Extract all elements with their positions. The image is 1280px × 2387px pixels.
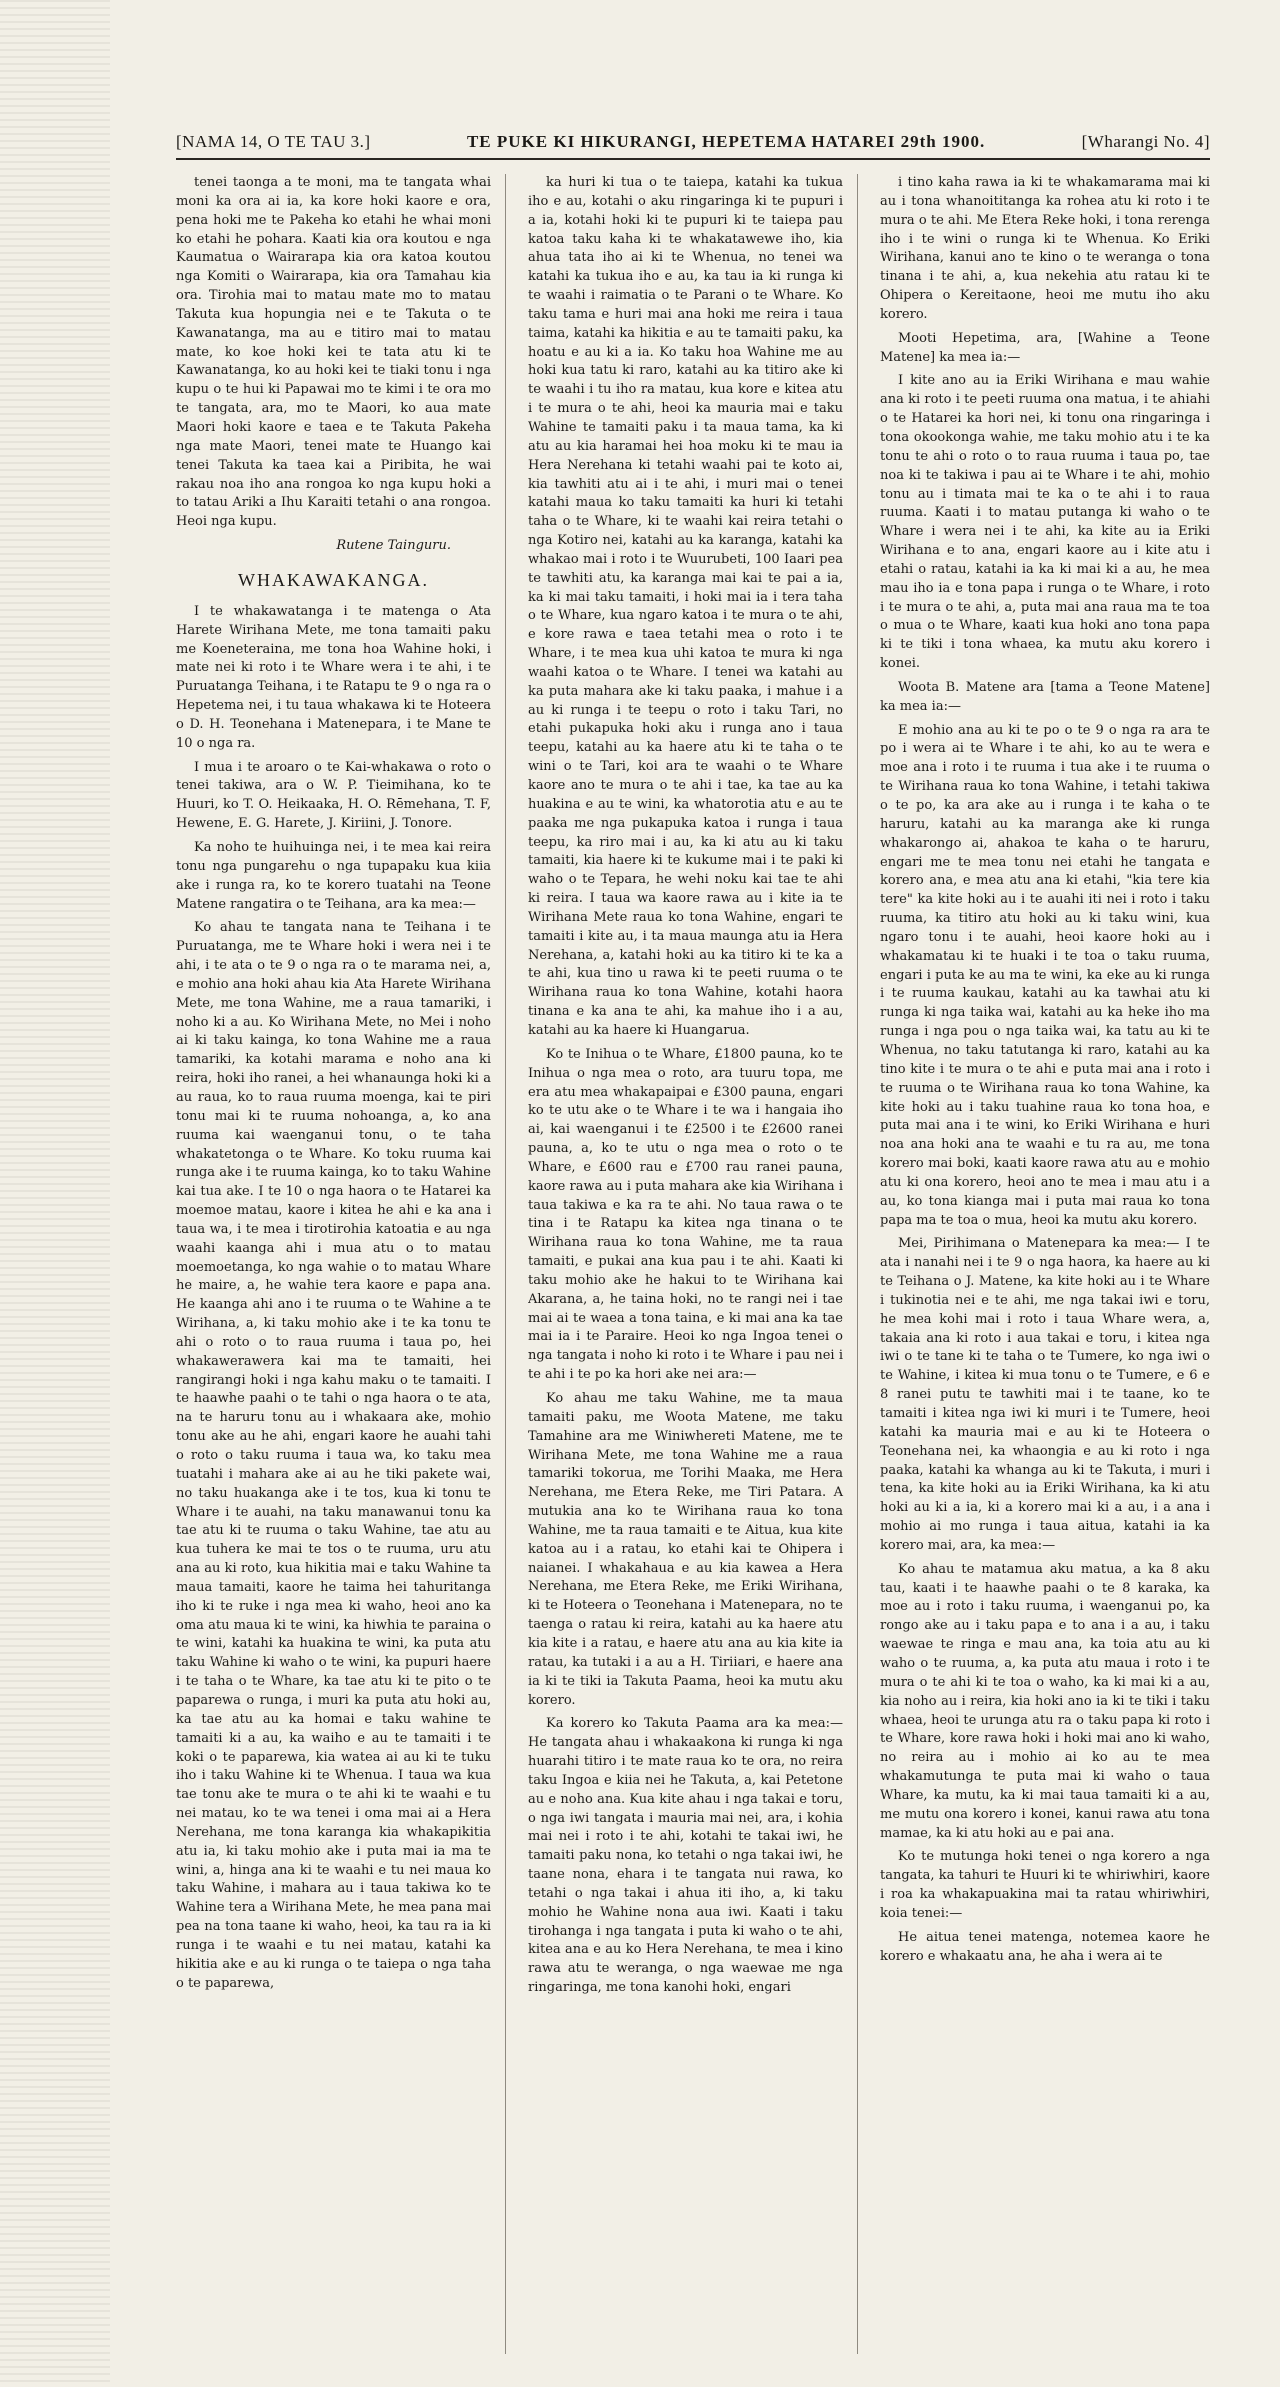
paragraph: I mua i te aroaro o te Kai-whakawa o roto o tenei takiwa, ara o W. P. Tieimihana, ko te Huuri, ko T. O. Heikaaka, H. O. Rēmehana, T. F, Hewene, E. G. Harete, J. Kiriini, J. Tonore. bbox=[176, 759, 491, 832]
paragraph: ka huri ki tua o te taiepa, katahi ka tukua iho e au, kotahi o aku ringaringa ki te pupuri i a ia, kotahi hoki ki te pupuri ki te taiepa pau katoa taku kaha ki te whakatawewe iho, kia ahua tata iho ai ki te Whenua, no tenei wa katahi ka tukua iho e au, ka tau ia ki runga ki te waahi i raimatia o te Parani o te Whare. Ko taku tama e huri mai ana hoki me reira i taua taima, katahi ka hikitia e au te tamaiti paku, ka hoatu e au ki a ia. Ko taku hoa Wahine me au hoki kua tatu ki raro, katahi au ka titiro ake ki te waahi i tu iho ra matau, kua kore e kitea atu i te mura o te ahi, heoi ka mauria mai e taku Wahine te tamaiti paku i ta maua tama, ka ki atu au kia haramai hei hoa moku ki te mau ia Hera Nerehana ki tetahi waahi pai te koto ai, kia tawhiti atu ai i te ahi, i muri mai o tenei katahi maua ko taku tamaiti ka huri ki tetahi taha o te Whare, ki te waahi kai reira tetahi o nga Kotiro nei, katahi au ka karanga, katahi ka whakao mai i roto i te Wuurubeti, 100 Iaari pea te tawhiti atu, ka karanga mai kai te pai a ia, ka ki mai taku tamaiti, i hoki mai ia i tera taha o te Whare, kua ngaro katoa i te mura o te ahi, e kore rawa e taea tetahi mea o roto i te Whare, i te mea kua uhi katoa te mura ki nga waahi katoa o te Whare. I tenei wa katahi au ka puta mahara ake ki taku paaka, i mahue i a au ki runga i te teepu o roto i taku Tari, no etahi pukapuka hoki aku i runga ano i taua teepu, katahi au ka haere atu ki te taha o te wini o te Tari, koi ara te waahi o te Whare kaore ano te mura o te ahi i tae, ka tae au ka huakina e au te wini, ka whatorotia atu e au te paaka me nga pukapuka katoa i runga i taua teepu, ka riro mai i au, ka ki atu au ki taku tamaiti, kia haere ki te kukume mai i te paki ki waho o te Tepara, he wehi noku kai tae te ahi ki reira. I taua wa kaore rawa au i kite ia te Wirihana Mete raua ko tona Wahine, engari te tamaiti i kite au, i ta maua maunga atu ia Hera Nerehana, a, katahi hoki au ka titiro ki te ka a te ahi, kua tino u rawa ki te peeti ruuma o te Wirihana raua ko tona Wahine, kotahi haora tinana e ka ana te ahi, ka mahue iho i a au, katahi au ka haere ki Huangarua. bbox=[528, 175, 843, 1038]
paragraph: i tino kaha rawa ia ki te whakamarama mai ki au i tona whanoititanga ka rohea atu ki roto i te mura o te ahi. Me Etera Reke hoki, i tona rerenga iho i te wini o runga ki te Whenua. Ko Eriki Wirihana, kanui ano te kino o te weranga o tona tinana i te ahi, a, kua nekehia atu ratau ki te Ohipera o Kereitaone, heoi me mutu iho aku korero. bbox=[880, 175, 1210, 322]
paragraph: Ko te Inihua o te Whare, £1800 pauna, ko te Inihua o nga mea o roto, ara tuuru topa, me era atu mea whakapaipai e £300 pauna, engari ko te utu ake o te Whare i te wa i hangaia iho ai, kai waenganui i te £2500 i te £2600 ranei pauna, a, ko te utu o nga mea o roto o te Whare, e £600 rau e £700 rau ranei pauna, kaore rawa au i puta mahara ake kia Wirihana i taua takiwa e ka ra te ahi. No taua rawa o te tina i te Ratapu ka kitea nga tinana o te Wirihana raua ko tona Wahine, me ta raua tamaiti, e pukai ana kua pau i te ahi. Kaati ki taku mohio ake he hakui to te Wirihana kai Akarana, a, he taina hoki, no te rangi nei i tae mai ai te waea a tona taina, e ki mai ana ka tae mai ia i te Paraire. Heoi ko nga Ingoa tenei o nga tangata i noho ki roto i te Whare i pau nei i te ahi i te po ka hori ake nei ara:— bbox=[528, 1046, 843, 1383]
paragraph: Ko ahau me taku Wahine, me ta maua tamaiti paku, me Woota Matene, me taku Tamahine ara me Winiwhereti Matene, me te Wirihana Mete, me tona Wahine me a raua tamariki tokorua, me Torihi Maaka, me Hera Nerehana, me Etera Reke, me Tiri Patara. A mutukia ana ko te Wirihana raua ko tona Wahine, me ta raua tamaiti e te Aitua, kua kite katoa au i a ratau, ko etahi kai te Ohipera i naianei. I whakahaua e au kia kawea a Hera Nerehana, me Etera Reke, me Eriki Wirihana, ki te Hoteera o Teonehana i Matenepara, no te taenga o ratau ki reira, katahi au ka haere atu kia kite i a ratau, e haere atu ana au kia kite ia ratau, ka tutaki i a au a H. Tiriiari, e haere ana ia ki te tiki ia Takuta Paama, heoi ka mutu aku korero. bbox=[528, 1391, 843, 1708]
paragraph: E mohio ana au ki te po o te 9 o nga ra ara te po i wera ai te Whare i te ahi, ko au te wera e moe ana i roto i te ruuma i tua ake i te ruuma o te Wirihana raua ko tona Wahine, i tetahi takiwa o te po, ka ara ake au i runga i te kaha o te haruru, katahi au ka maranga ake ki runga whakarongo ai, ahakoa te kaha o te haruru, engari me te mea tonu nei etahi he tangata e korero ana, e mea atu ana ki etahi, "kia tere kia tere" ka kite hoki au i te auahi iti nei i roto i taku ruuma, ka titiro atu hoki au ki taku wini, kua ngaro tonu i te auahi, heoi kaore hoki au i whakamatau ki te huaki i te toa o taku ruuma, engari i puta ke au ma te wini, ka eke au ki runga i te ruuma kaukau, katahi au ka tawhai atu ki runga ki nga taika wai, katahi au ka heke iho ma runga i nga pou o nga taika wai, ka tatu au ki te Whenua, no taku tatutanga ki raro, katahi au ka tino kite i te mura o te ahi e puta mai ana i roto i te ruuma o te Wirihana raua ko tona Wahine, ka kite hoki au i taku tuahine raua ko tona hoa, e puta mai ana i te wini, ko Eriki Wirihana e huri noa ana hoki ana te waahi e tu ra au, me tona korero mai boki, kaati kaore rawa atu au e mohio atu ki ona korero, heoi ano te mea i mau atu i a au, ko tona kianga mai i puta mai raua ko tona papa ma te toa o mua, heoi ka mutu aku korero. bbox=[880, 722, 1210, 1228]
paragraph: tenei taonga a te moni, ma te tangata whai moni ka ora ai ia, ka kore hoki kaore e ora, pena hoki me te Pakeha ko etahi he whai moni ko etahi he pohara. Kaati kia ora koutou e nga Kaumatua o Wairarapa kia ora katoa koutou nga Komiti o Wairarapa, kia ora Tamahau kia ora. Tirohia mai to matau mate mo to matau Takuta kua hopungia nei e te Takuta o te Kawanatanga, ma au e titiro mai to matau mate, ko koe hoki kei te tata atu ki te Kawanatanga, ko au hoki kei te tiaki tonu i nga kupu o te hui ki Papawai mo te kimi i te ora mo te tangata, ara, mo te Maori, ko aua mate Maori hoki kaore e taea e te Takuta Pakeha nga mate Maori, tenei mate te Huango kai tenei Takuta ka taea kai a Piribita, he wai rakau noa iho ana rongoa ko nga kupu hoki a to tatau Ariki a Ihu Karaiti tetahi o ana rongoa. Heoi nga kupu. bbox=[176, 175, 491, 530]
paragraph: I te whakawatanga i te matenga o Ata Harete Wirihana Mete, me tona tamaiti paku me Koeneteraina, me tona hoa Wahine hoki, i mate nei ki roto i te Whare wera i te ahi, i te Puruatanga Teihana, i te Ratapu te 9 o nga ra o Hepetema nei, i tu taua whakawa ki te Hoteera o D. H. Teonehana i Matenepara, i te Mane te 10 o nga ra. bbox=[176, 603, 491, 751]
paragraph: Mei, Pirihimana o Matenepara ka mea:— I te ata i nanahi nei i te 9 o nga haora, ka haere au ki te Teihana o J. Matene, ka kite hoki au i te Whare i tukinotia nei e te ahi, me nga takai iwi e toru, he mea kohi mai i roto i taua Whare wera, a, takaia ana ki roto i aua takai e toru, i kitea nga iwi o te tane ki te taha o te Tumere, ko nga iwi o te Wahine, i kitea ki mua tonu o te Tumere, e 6 e 8 ranei putu te tawhiti mai i te taane, ko te tamaiti i kitea nga iwi ki muri i te Tumere, heoi katahi ka mauria mai e au ki te Hoteera o Teonehana nei, ka whaongia e au ki roto i nga paaka, katahi ka whanga au ki te Takuta, i muri i tena, ka kite hoki au ia Eriki Wirihana, ka ki atu hoki au ki a ia, ki a korero mai ki a au, i a ana i mohio ai mo runga i taua aitua, katahi ia ka korero mai, ara, ka mea:— bbox=[880, 1236, 1210, 1553]
paragraph: Ko ahau te matamua aku matua, a ka 8 aku tau, kaati i te haawhe paahi o te 8 karaka, ka moe au i roto i taku ruuma, i waenganui po, ka rongo ake au i taku papa e to ana i a au, i taku waewae te ringa e mau ana, ka toia atu au ki waho o te ruuma, a, ka puta atu maua i roto i te mura o te ahi ki te toa o waho, ka ki mai ki a au, kia noho au i reira, kia hoki ano ia ki te tiki i taku whaea, heoi te urunga atu ra o taku papa ki roto i te Whare, kore rawa hoki i hoki mai ano ki waho, no reira au i mohio ai ko au te mea whakamutunga te puta mai ki waho o taua Whare, ka mutu, ka ki mai taua tamaiti ki a au, me mutu ona korero i konei, kanui rawa atu tona mamae, ka ki atu hoki au e pai ana. bbox=[880, 1561, 1210, 1841]
page-header bbox=[176, 132, 1210, 160]
column-1 bbox=[176, 174, 506, 2354]
issue-number: [NAMA 14, O TE TAU 3.] bbox=[176, 132, 371, 151]
column-3 bbox=[880, 174, 1210, 2354]
paragraph: He aitua tenei matenga, notemea kaore he korero e whakaatu ana, he aha i wera ai te bbox=[880, 1929, 1210, 1964]
paragraph: I kite ano au ia Eriki Wirihana e mau wahie ana ki roto i te peeti ruuma ona matua, i te ahiahi o te Hatarei ka hori nei, ki tonu ona ringaringa i tona okookonga wahie, me taku mohio atu i te ka tonu te ahi o roto o to raua ruuma i taua po, tae noa ki te takiwa i pau ai te Whare i te ahi, mohio tonu au i timata mai te ka o te ahi i to raua ruuma. Kaati i to matau putanga ki waho o te Whare i wera nei i te ahi, ka kite au ia Eriki Wirihana e to ana, engari kaore au i kite atu i etahi o ratau, katahi ia ka ki mai ki a au, he mea mau iho ia e tona papa i runga o te Whare, i roto i te mura o te ahi, a, puta mai ana raua ma te toa o mua o te Whare, kaati kua hoki ano tona papa ki te tiki i tona whaea, ka mutu aku korero i konei. bbox=[880, 373, 1210, 672]
masthead-title: TE PUKE KI HIKURANGI, HEPETEMA HATAREI 29th 1900. bbox=[466, 132, 986, 151]
section-heading: WHAKAWAKANGA. bbox=[237, 569, 430, 590]
column-2 bbox=[528, 174, 858, 2354]
page-number: [Wharangi No. 4] bbox=[1081, 132, 1210, 151]
paragraph: Ka korero ko Takuta Paama ara ka mea:— He tangata ahau i whakaakona ki runga ki nga huarahi titiro i te mate raua ko te ora, no reira taku Ingoa e kiia nei he Takuta, a, kai Petetone au e noho ana. Kua kite ahau i nga takai e toru, o nga iwi tangata i mauria mai nei, ara, i kohia mai nei i roto i te ahi, kotahi te takai iwi, he tamaiti paku nona, ko tetahi o nga takai iwi, he taane nona, ehara i te tangata nui rawa, ko tetahi o nga takai i ahua iti iho, a, ki taku mohio he Wahine nona aua iwi. Kaati i taku tirohanga i nga tangata i puta ki waho o te ahi, kitea ana e au ko Hera Nerehana, te mea i kino rawa atu te weranga, o nga waewae me nga ringaringa, me tona kanohi hoki, engari bbox=[528, 1716, 843, 1996]
paragraph: Ka noho te huihuinga nei, i te mea kai reira tonu nga pungarehu o nga tupapaku kua kiia ake i runga ra, ko te korero tuatahi na Teone Matene rangatira o te Teihana, ara ka mea:— bbox=[176, 840, 491, 912]
paragraph: Ko te mutunga hoki tenei o nga korero a nga tangata, ka tahuri te Huuri ki te whiriwhiri, kaore i roa ka whakapuakina mai ta ratau whiriwhiri, koia tenei:— bbox=[880, 1849, 1210, 1921]
paragraph: Woota B. Matene ara [tama a Teone Matene] ka mea ia:— bbox=[880, 679, 1210, 714]
paragraph: Mooti Hepetima, ara, [Wahine a Teone Matene] ka mea ia:— bbox=[880, 330, 1210, 365]
article-columns bbox=[176, 174, 1210, 2354]
author-signature: Rutene Tainguru. bbox=[336, 538, 451, 554]
paragraph: Ko ahau te tangata nana te Teihana i te Puruatanga, me te Whare hoki i wera nei i te ahi, i te ata o te 9 o nga ra o te marama nei, a, e mohio ana hoki ahau kia Ata Harete Wirihana Mete, me tona Wahine, me a raua tamariki, i noho ki a au. Ko Wirihana Mete, no Mei i noho ai ki taku kainga, ko tona Wahine me a raua tamariki, ka kotahi marama e noho ana ki reira, hoki iho ranei, a hei whanaunga hoki ki a au raua, ko to raua ruuma moenga, kai te piri tonu mai ki te ruuma nohoanga, a, ko ana ruuma kai waenganui tonu, o te taha whakatetonga o te Whare. Ko toku ruuma kai runga ake i te ruuma kainga, ko to taku Wahine kai tua ake. I te 10 o nga haora o te Hatarei ka moemoe matau, kaore i kitea he ahi e ka ana i taua wa, i te mea i tirotirohia katoatia e au nga waahi kaanga ahi i mua atu o to matau moemoetanga, ko nga wahie o to matau Whare he maire, a, he wahie tera kaore e papa ana. He kaanga ahi ano i te ruuma o te Wahine a te Wirihana, a, ki taku mohio ake i te ka tonu te ahi o roto o to raua ruuma i taua po, hei whakawerawera kai ma te tamaiti, hei rangirangi hoki i nga kahu maku o te tamaiti. I te haawhe paahi o te tahi o nga haora o te ata, na te haruru tonu au i whakaara ake, mohio tonu ake au he ahi, engari kaore he auahi tahi o roto o taku ruuma i taua wa, ko taku mea tuatahi i mahara ake ai au he tiki pakete wai, no taku huakanga ake i te tos, kua ki tonu te Whare i te auahi, na taku manawanui tonu ka tae atu ki te ruuma o taku Wahine, tae atu au kua tuhera ke mai te tos o te ruuma, uru atu ana au ki roto, kua hikitia mai e taku Wahine ta maua tamaiti, kaore he taima hei tahuritanga iho ki te ruke i nga mea ki waho, heoi ano ka oma atu maua ki te wini, ka hiwhia te paraina o te wini, katahi ka huakina te wini, ka puta atu taku Wahine ki waho o te wini, ka pupuri haere i te taha o te Whare, ka tae atu ki te pito o te paparewa o runga, i muri ka puta atu hoki au, ka tae atu au ka homai e taku wahine te tamaiti ki a au, ka waiho e au te tamaiti i te koki o te paparewa, kia watea ai au ki te tuku iho i taku Wahine ki te Whenua. I taua wa kua tae tonu ake te mura o te ahi ki te waahi e tu nei matau, ko te wa tenei i oma mai ai a Hera Nerehana, me tona karanga kia whakapikitia atu ia, ki taku mohio ake i puta mai ia ma te wini, a, hinga ana ki te waahi e tu nei maua ko taku Wahine, i mahara au i taua takiwa ko te Wahine tera a Wirihana Mete, he mea pana mai pea na tona taane ki waho, heoi, ka tau ra ia ki runga i te waahi e tu nei matau, katahi ka hikitia ake e au ki runga o te taiepa o nga taha o te paparewa, bbox=[176, 920, 491, 1991]
